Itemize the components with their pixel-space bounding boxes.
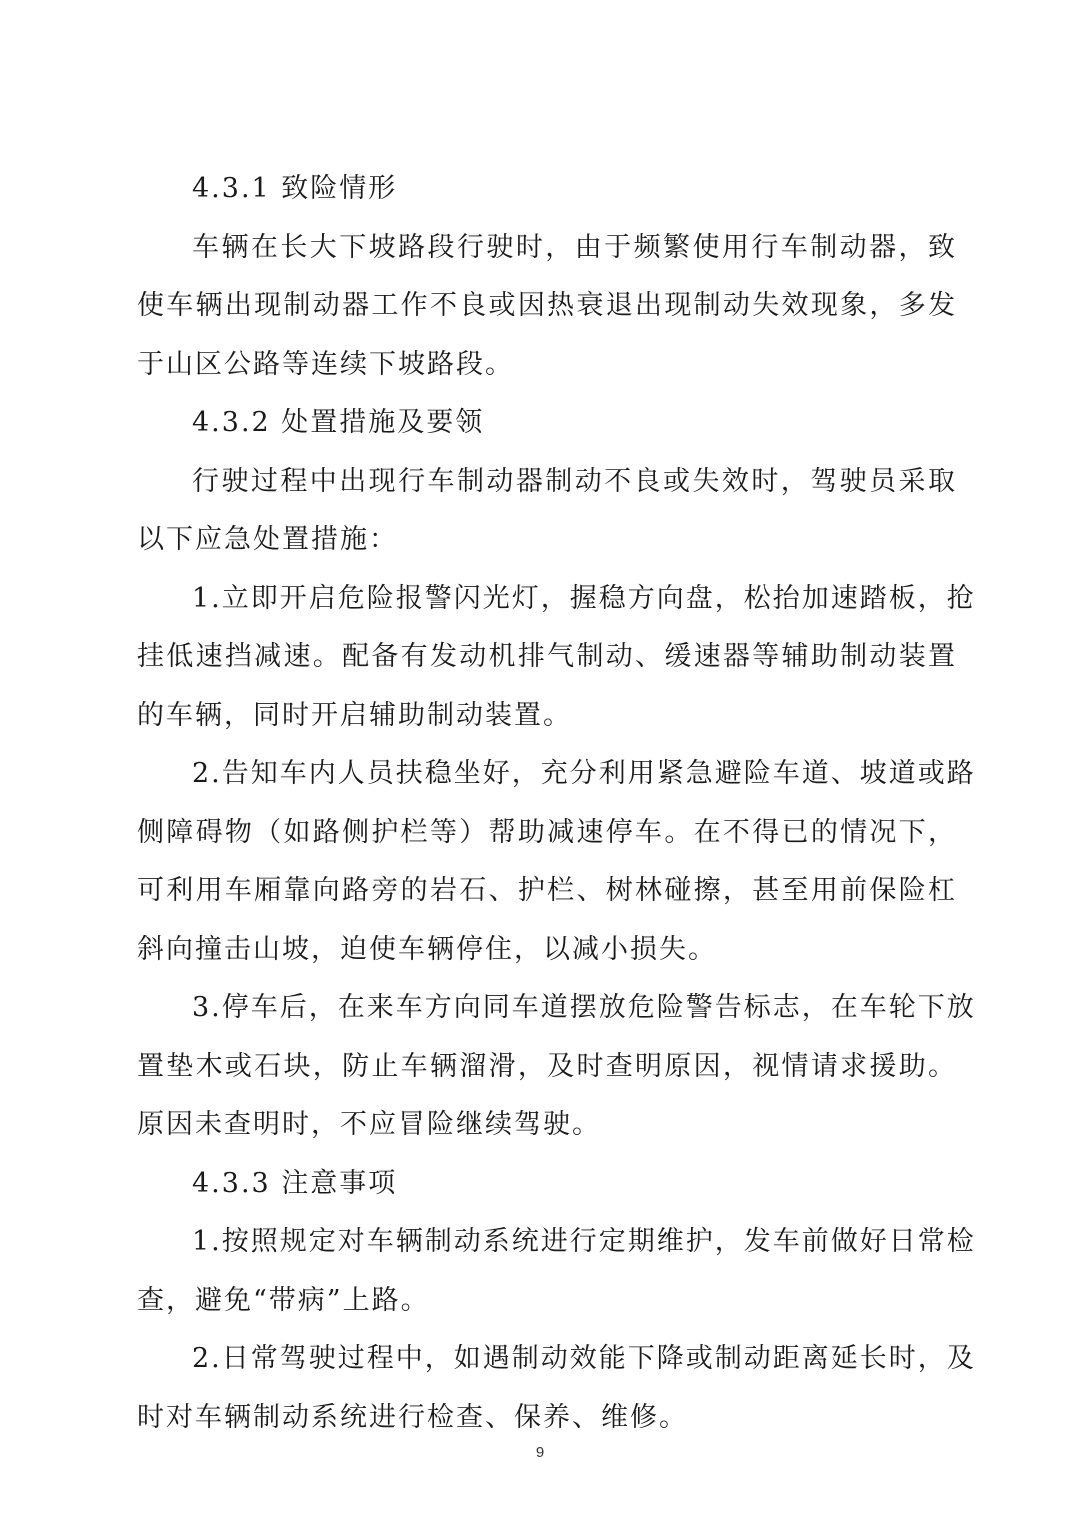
paragraph-measure-1	[137, 570, 976, 746]
section-heading-4-3-1: 4.3.1 致险情形	[192, 173, 398, 204]
paragraph-line: 可利用车厢靠向路旁的岩石、护栏、树林碰擦，甚至用前保险杠	[137, 875, 957, 906]
document-body	[137, 160, 976, 1447]
page-number: 9	[535, 1444, 545, 1461]
paragraph-line: 挂低速挡减速。配备有发动机排气制动、缓速器等辅助制动装置	[137, 641, 957, 672]
paragraph-note-2	[137, 1330, 976, 1447]
paragraph-line: 以下应急处置措施：	[137, 524, 398, 555]
section-heading-4-3-2: 4.3.2 处置措施及要领	[192, 407, 485, 438]
paragraph-measure-3	[137, 979, 976, 1155]
paragraph-line: 查，避免“带病”上路。	[137, 1284, 430, 1316]
paragraph-line: 于山区公路等连续下坡路段。	[137, 348, 514, 380]
paragraph-line: 1.立即开启危险报警闪光灯，握稳方向盘，松抬加速踏板，抢	[192, 582, 976, 614]
section-heading-4-3-3: 4.3.3 注意事项	[192, 1167, 398, 1199]
paragraph-line: 行驶过程中出现行车制动器制动不良或失效时，驾驶员采取	[192, 465, 957, 497]
paragraph-line: 时对车辆制动系统进行检查、保养、维修。	[137, 1401, 688, 1433]
paragraph-line: 使车辆出现制动器工作不良或因热衰退出现制动失效现象，多发	[137, 290, 957, 321]
paragraph-note-1	[137, 1213, 976, 1330]
paragraph-line: 3.停车后，在来车方向同车道摆放危险警告标志，在车轮下放	[192, 992, 976, 1023]
paragraph-intro	[137, 453, 957, 570]
paragraph-line: 斜向撞击山坡，迫使车辆停住，以减小损失。	[137, 933, 717, 965]
paragraph-risk-situation	[137, 219, 957, 395]
paragraph-line: 侧障碍物（如路侧护栏等）帮助减速停车。在不得已的情况下，	[137, 816, 957, 848]
paragraph-measure-2	[137, 745, 976, 979]
paragraph-line: 1.按照规定对车辆制动系统进行定期维护，发车前做好日常检	[192, 1226, 976, 1257]
paragraph-line: 2.告知车内人员扶稳坐好，充分利用紧急避险车道、坡道或路	[192, 758, 976, 789]
paragraph-line: 2.日常驾驶过程中，如遇制动效能下降或制动距离延长时，及	[192, 1343, 976, 1374]
paragraph-line: 车辆在长大下坡路段行驶时，由于频繁使用行车制动器，致	[192, 231, 957, 263]
paragraph-line: 原因未查明时，不应冒险继续驾驶。	[137, 1109, 601, 1140]
paragraph-line: 的车辆，同时开启辅助制动装置。	[137, 699, 572, 731]
paragraph-line: 置垫木或石块，防止车辆溜滑，及时查明原因，视情请求援助。	[137, 1050, 957, 1082]
